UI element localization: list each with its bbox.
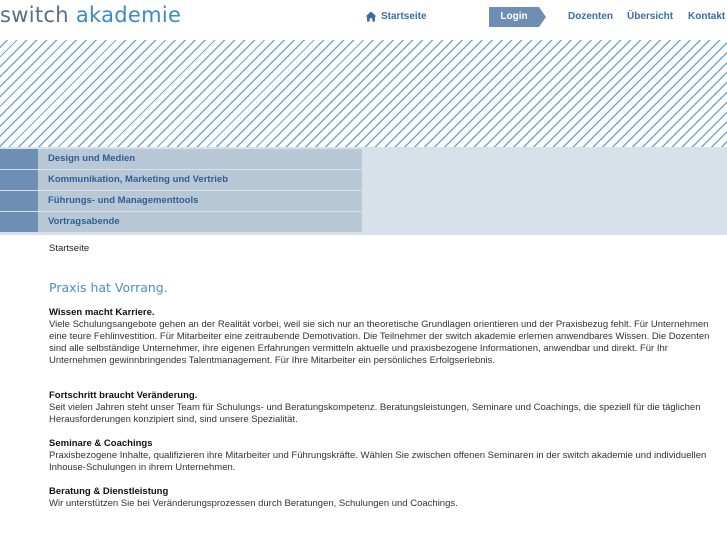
logo-word-switch: switch — [0, 3, 69, 27]
section-text: Viele Schulungsangebote gehen an der Realität vorbei, weil sie sich nur an theoretische Grundlagen orientieren und der Praxisbezug fehlt. Für Unternehmen eine teure Fehlinvestition. Für Mitarbeiter eine zeitraubende Demotivation. Die Teilnehmer der switch akademie erlernen anwendbares Wissen. Die Dozenten sind alle selbständige Unternehmer, ihre eigenen Erfahrungen vermitteln aktuelle und praxisbezogene Informationen, anwendbar und direkt. Für Ihr Unternehmen gewinnbringendes Talentmanagement. Für Ihre Mitarbeiter ein persönliches Erfolgserlebnis. — [49, 319, 710, 366]
section-text: Praxisbezogene Inhalte, qualifizieren ihre Mitarbeiter und Führungskräfte. Wählen Sie zwischen offenen Seminaren in der switch akademie und individuellen Inhouse-Schulungen in ihrem Unternehmen. — [49, 450, 707, 473]
section-title: Wissen macht Karriere. — [49, 307, 155, 318]
category-marker — [0, 212, 38, 232]
category-marker — [0, 170, 38, 190]
logo[interactable] — [0, 3, 181, 27]
category-item-design[interactable] — [0, 149, 362, 169]
page-headline: Praxis hat Vorrang. — [49, 280, 168, 295]
category-menu — [0, 147, 727, 235]
section-beratung — [49, 486, 724, 510]
site-header — [0, 0, 727, 40]
category-item-fuehrung[interactable] — [0, 191, 362, 211]
nav-dozenten-link[interactable]: Dozenten — [568, 11, 613, 22]
home-icon — [365, 11, 377, 22]
breadcrumb[interactable]: Startseite — [49, 243, 90, 254]
section-seminare — [49, 438, 724, 474]
logo-word-akademie: akademie — [75, 3, 182, 27]
category-label: Kommunikation, Marketing und Vertrieb — [38, 170, 362, 190]
category-marker — [0, 149, 38, 169]
section-title: Seminare & Coachings — [49, 438, 153, 449]
nav-home-label: Startseite — [381, 11, 427, 22]
nav-kontakt-link[interactable]: Kontakt — [688, 11, 726, 22]
section-title: Fortschritt braucht Veränderung. — [49, 390, 198, 401]
category-marker — [0, 191, 38, 211]
category-label: Vortragsabende — [38, 212, 362, 232]
nav-home-link[interactable] — [365, 11, 427, 22]
category-item-kommunikation[interactable] — [0, 170, 362, 190]
category-item-vortragsabende[interactable] — [0, 212, 362, 232]
section-title: Beratung & Dienstleistung — [49, 486, 169, 497]
section-fortschritt — [49, 390, 724, 426]
hatched-banner — [0, 40, 727, 147]
category-label: Führungs- und Managementtools — [38, 191, 362, 211]
section-text: Seit vielen Jahren steht unser Team für Schulungs- und Beratungskompetenz. Beratungsleistungen, Seminare und Coachings, die speziell für die täglichen Herausforderungen konzipiert sind, sind unsere Spezialität. — [49, 402, 701, 425]
login-button[interactable] — [489, 7, 546, 27]
category-label: Design und Medien — [38, 149, 362, 169]
section-wissen — [49, 307, 724, 367]
section-text: Wir unterstützen Sie bei Veränderungsprozessen durch Beratungen, Schulungen und Coachings. — [49, 498, 458, 509]
nav-uebersicht-link[interactable]: Übersicht — [627, 11, 674, 22]
login-label: Login — [500, 11, 528, 22]
